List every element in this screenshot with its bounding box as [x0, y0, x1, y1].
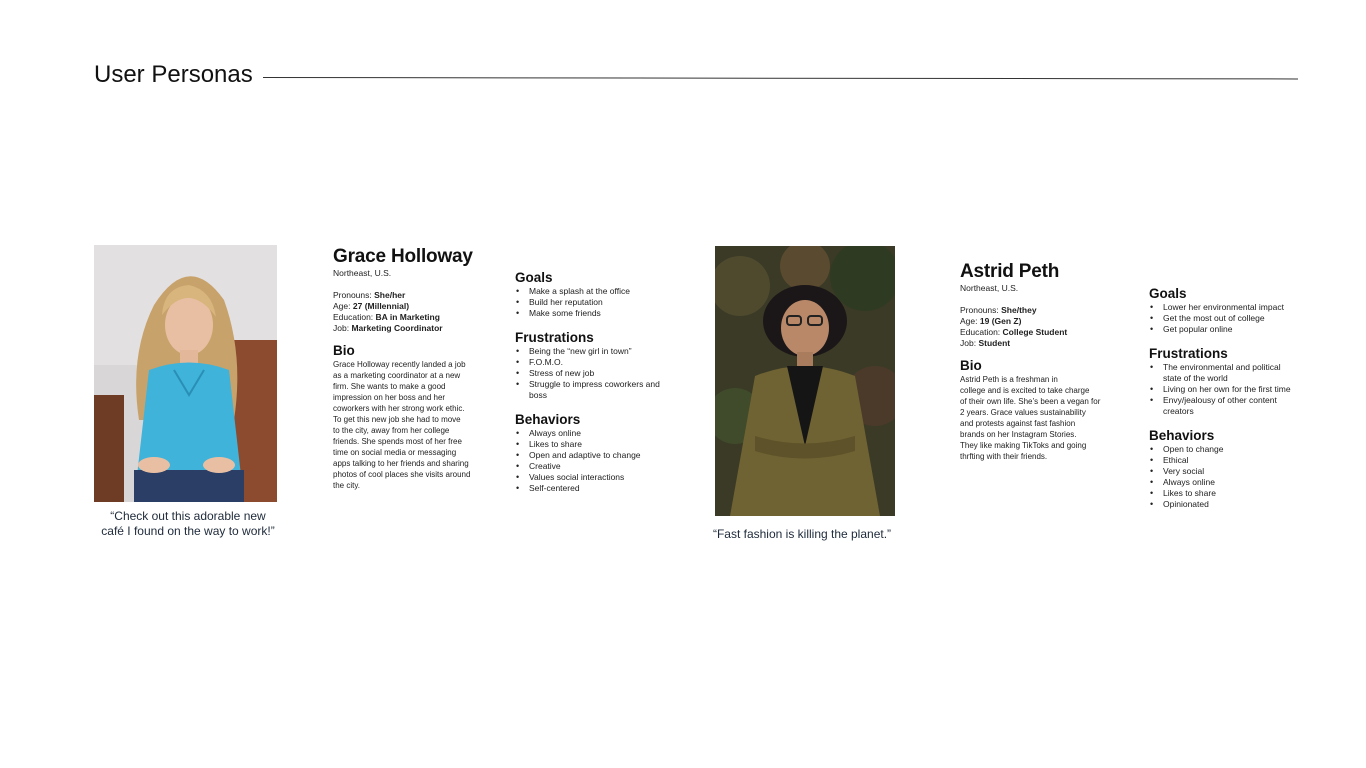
bio-line: coworkers with her strong work ethic.	[333, 404, 465, 413]
persona-name: Astrid Peth	[960, 261, 1060, 282]
bio-line: Astrid Peth is a freshman in	[960, 375, 1058, 384]
bio-heading: Bio	[960, 358, 982, 373]
list-item: • Build her reputation	[515, 297, 675, 308]
frustrations-section	[515, 330, 675, 401]
bio-line: college and is excited to take charge	[960, 386, 1090, 395]
job-label: Job:	[333, 323, 350, 333]
quote-line: “Check out this adorable new	[110, 509, 266, 523]
persona-job	[333, 323, 493, 334]
list-item: • Self-centered	[515, 483, 675, 494]
persona-quote-grace	[90, 509, 286, 539]
list-item: • Values social interactions	[515, 472, 675, 483]
quote-line: café I found on the way to work!”	[101, 524, 275, 538]
behaviors-section	[515, 412, 675, 494]
list-item: • Living on her own for the first time	[1149, 384, 1319, 395]
job-value: Marketing Coordinator	[351, 323, 443, 333]
frustrations-heading: Frustrations	[1149, 346, 1228, 361]
goals-list	[515, 286, 675, 319]
persona-pronouns	[960, 305, 1130, 316]
bio-line: as a marketing coordinator at a new	[333, 371, 461, 380]
persona-location: Northeast, U.S.	[333, 268, 392, 278]
education-value: College Student	[1002, 327, 1068, 337]
list-item: • Envy/jealousy of other content creators	[1149, 395, 1309, 417]
age-label: Age:	[960, 316, 978, 326]
list-item: • Creative	[515, 461, 675, 472]
list-item: • Get the most out of college	[1149, 313, 1324, 324]
list-item: • Ethical	[1149, 455, 1324, 466]
list-item: • Make some friends	[515, 308, 675, 319]
behaviors-heading: Behaviors	[1149, 428, 1215, 443]
behaviors-list	[1149, 444, 1324, 510]
list-item: • Lower her environmental impact	[1149, 302, 1324, 313]
behaviors-list	[515, 428, 675, 494]
bio-line: brands on her Instagram Stories.	[960, 430, 1077, 439]
goals-section	[1149, 286, 1324, 335]
pronouns-value: She/they	[1001, 305, 1037, 315]
bio-line: the city.	[333, 481, 360, 490]
bio-line: To get this new job she had to move	[333, 415, 461, 424]
list-item: • Always online	[515, 428, 675, 439]
age-value: 19 (Gen Z)	[979, 316, 1022, 326]
list-item: • Opinionated	[1149, 499, 1324, 510]
list-item: • Open to change	[1149, 444, 1324, 455]
persona-age	[333, 301, 493, 312]
behaviors-section	[1149, 428, 1324, 510]
persona-info-grace	[333, 246, 493, 491]
pronouns-label: Pronouns:	[333, 290, 372, 300]
bio-line: photos of cool places she visits around	[333, 470, 471, 479]
bio-line: of their own life. She’s been a vegan for	[960, 397, 1101, 406]
bio-line: impression on her boss and her	[333, 393, 446, 402]
bio-line: Grace Holloway recently landed a job	[333, 360, 466, 369]
frustrations-heading: Frustrations	[515, 330, 594, 345]
bio-line: They like making TikToks and going	[960, 441, 1087, 450]
persona-pronouns	[333, 290, 493, 301]
list-item: • Stress of new job	[515, 368, 665, 379]
persona-photo-grace	[94, 245, 277, 502]
behaviors-heading: Behaviors	[515, 412, 581, 427]
bio-heading: Bio	[333, 343, 355, 358]
goals-heading: Goals	[515, 270, 553, 285]
persona-location: Northeast, U.S.	[960, 283, 1019, 293]
education-label: Education:	[960, 327, 1001, 337]
persona-quote-astrid	[700, 527, 904, 542]
bio-line: and protests against fast fashion	[960, 419, 1076, 428]
list-item: • Make a splash at the office	[515, 286, 675, 297]
education-value: BA in Marketing	[375, 312, 440, 322]
goals-heading: Goals	[1149, 286, 1187, 301]
list-item: • The environmental and political state of the world	[1149, 362, 1299, 384]
persona-education	[333, 312, 493, 323]
bio-line: 2 years. Grace values sustainability	[960, 408, 1086, 417]
list-item: • Likes to share	[515, 439, 675, 450]
persona-lists-grace	[515, 270, 675, 505]
bio-line: apps talking to her friends and sharing	[333, 459, 469, 468]
list-item: • Open and adaptive to change	[515, 450, 675, 461]
persona-age	[960, 316, 1130, 327]
bio-line: thrfting with their friends.	[960, 452, 1048, 461]
frustrations-list	[1149, 362, 1319, 417]
goals-section	[515, 270, 675, 319]
bio-line: friends. She spends most of her free	[333, 437, 462, 446]
pronouns-value: She/her	[374, 290, 406, 300]
persona-photo-astrid	[715, 246, 895, 516]
persona-lists-astrid	[1149, 286, 1324, 521]
age-label: Age:	[333, 301, 351, 311]
list-item: • Very social	[1149, 466, 1324, 477]
goals-list	[1149, 302, 1324, 335]
title-divider	[263, 77, 1298, 79]
bio-line: to the city, away from her college	[333, 426, 450, 435]
persona-info-astrid	[960, 261, 1130, 462]
bio-text	[960, 374, 1130, 462]
job-value: Student	[978, 338, 1011, 348]
list-item: • Likes to share	[1149, 488, 1324, 499]
list-item: • Get popular online	[1149, 324, 1324, 335]
age-value: 27 (Millennial)	[352, 301, 410, 311]
list-item: • F.O.M.O.	[515, 357, 665, 368]
frustrations-list	[515, 346, 665, 401]
page-title: User Personas	[94, 61, 253, 88]
persona-education	[960, 327, 1130, 338]
list-item: • Being the “new girl in town”	[515, 346, 665, 357]
bio-text	[333, 359, 493, 491]
frustrations-section	[1149, 346, 1324, 417]
persona-job	[960, 338, 1130, 349]
pronouns-label: Pronouns:	[960, 305, 999, 315]
persona-name: Grace Holloway	[333, 246, 473, 267]
job-label: Job:	[960, 338, 977, 348]
bio-line: firm. She wants to make a good	[333, 382, 446, 391]
list-item: • Always online	[1149, 477, 1324, 488]
education-label: Education:	[333, 312, 374, 322]
list-item: • Struggle to impress coworkers and boss	[515, 379, 665, 401]
quote-line: “Fast fashion is killing the planet.”	[712, 527, 892, 541]
bio-line: time on social media or messaging	[333, 448, 457, 457]
